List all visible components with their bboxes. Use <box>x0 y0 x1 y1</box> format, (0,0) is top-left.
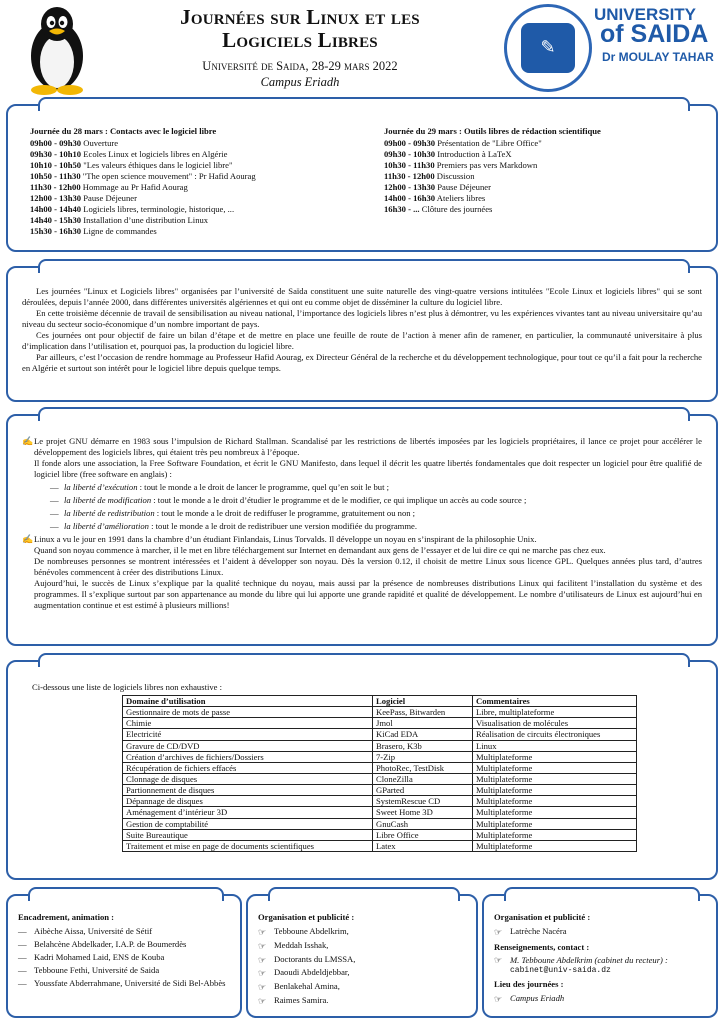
program-time: 09h30 - 10h10 <box>30 149 82 159</box>
organisation-box-left <box>246 894 478 1018</box>
encadrement-item: — Belahcène Abdelkader, I.A.P. de Boumerdès <box>18 938 230 951</box>
table-cell: Gestionnaire de mots de passe <box>123 707 373 718</box>
pointing-hand-icon: ☞ <box>258 940 267 951</box>
program-row <box>30 226 370 237</box>
program-label: Pause Déjeuner <box>83 193 137 203</box>
organisation-person-name: Latrèche Nacéra <box>510 926 567 936</box>
logo-university-text: UNIVERSITY <box>594 5 697 24</box>
program-time: 11h30 - 12h00 <box>384 171 435 181</box>
program-day-2-heading: Journée du 29 mars : Outils libres de rédaction scientifique <box>384 126 601 136</box>
column-header-domain: Domaine d’utilisation <box>123 696 373 707</box>
freedom-name: la liberté d’exécution <box>64 482 138 492</box>
program-label: "The open science mouvement" : Pr Hafid Aourag <box>82 171 256 181</box>
program-label: "Les valeurs éthiques dans le logiciel libre" <box>83 160 233 170</box>
pointing-hand-icon: ☞ <box>258 927 267 937</box>
program-time: 10h30 - 11h30 <box>384 160 435 170</box>
freedoms-list <box>50 481 702 533</box>
university-logo <box>504 2 720 94</box>
history-box <box>6 414 718 646</box>
pointing-hand-icon: ☞ <box>258 982 267 992</box>
organisation-item-name: Daoudi Abdeldjebbar, <box>274 967 350 978</box>
tux-penguin-icon <box>22 4 92 96</box>
table-cell: KiCad EDA <box>373 729 473 740</box>
table-cell: Multiplateforme <box>473 807 637 818</box>
pen-icon: ✍ <box>22 436 34 446</box>
encadrement-box <box>6 894 242 1018</box>
encadrement-item: — Youssfate Abderrahmane, Université de Sidi Bel-Abbès <box>18 977 230 990</box>
freedom-text: : tout le monde a le droit de redistribuer une version modifiée du programme. <box>148 521 417 532</box>
gnu-paragraph: Il fonde alors une association, la Free Software Foundation, et écrit le GNU Manifesto, dans lequel il décrit les quatre libertés fondamentales que doit respecter un logiciel pour être qualifié de logiciel libre (free software en anglais) : <box>34 458 702 479</box>
table-cell: Partionnement de disques <box>123 785 373 796</box>
organisation-item <box>258 953 466 967</box>
organisation-item <box>258 994 466 1008</box>
event-subtitle: Université de Saida, 28-29 mars 2022 <box>202 59 398 74</box>
organisation-item-name: Meddah Isshak, <box>274 939 329 950</box>
linux-paragraph: Quand son noyau commence à marcher, il le met en libre téléchargement sur Internet en demandant aux gens de l’essayer et de lui dire ce qui ne marche pas chez eux. <box>34 545 606 556</box>
program-label: Discussion <box>436 171 475 181</box>
program-row <box>384 171 714 182</box>
table-cell: Suite Bureautique <box>123 829 373 840</box>
table-cell: Création d’archives de fichiers/Dossiers <box>123 751 373 762</box>
table-row <box>123 773 637 784</box>
intro-paragraph: En cette troisième décennie de travail de sensibilisation au niveau national, l’importance des logiciels libres n’est plus à démontrer, vu les expériences vivantes tant au niveau universitaire qu’au niveau du secteur socio-économique d’un nombre important de pays. <box>22 308 702 329</box>
event-title-block <box>100 6 500 90</box>
table-cell: 7-Zip <box>373 751 473 762</box>
table-cell: Electricité <box>123 729 373 740</box>
organisation-item-name: Benlakehal Amina, <box>274 981 340 991</box>
table-cell: GParted <box>373 785 473 796</box>
organisation-title: Organisation et publicité : <box>494 912 591 922</box>
table-row <box>123 762 637 773</box>
program-label: Ecoles Linux et logiciels libres en Algérie <box>83 149 228 159</box>
program-time: 14h00 - 16h30 <box>384 193 436 203</box>
organisation-item <box>258 966 466 980</box>
encadrement-item: — Kadri Mohamed Laid, ENS de Kouba <box>18 951 230 964</box>
box-tab <box>38 653 690 667</box>
freedom-name: la liberté de modification <box>64 495 152 506</box>
organisation-item-name: Tebboune Abdelkrim, <box>274 926 349 936</box>
organisation-item <box>258 939 466 953</box>
encadrement-item: — Tebboune Fethi, Université de Saida <box>18 964 230 977</box>
program-label: Ligne de commandes <box>83 226 157 236</box>
logo-dr-text: Dr MOULAY TAHAR <box>602 50 714 64</box>
table-cell: Libre Office <box>373 829 473 840</box>
venue-title: Lieu des journées : <box>494 979 564 990</box>
program-time: 14h40 - 15h30 <box>30 215 82 225</box>
program-row <box>30 182 370 193</box>
table-cell: Sweet Home 3D <box>373 807 473 818</box>
table-cell: Gestion de comptabilité <box>123 818 373 829</box>
table-cell: Multiplateforme <box>473 818 637 829</box>
table-header-row <box>123 696 637 707</box>
program-time: 10h50 - 11h30 <box>30 171 81 181</box>
table-cell: KeePass, Bitwarden <box>373 707 473 718</box>
table-cell: Clonnage de disques <box>123 773 373 784</box>
organisation-item-name: Doctorants du LMSSA, <box>274 953 356 964</box>
linux-paragraph: De nombreuses personnes se montrent intéressées et l’aident à développer son noyau. Dès la version 0.12, il choisit de mettre Linux sous licence GPL. Quelques années plus tard, d’autres bénévoles commencent à créer des distributions Linux. <box>34 556 702 578</box>
freedom-text: : tout le monde a le droit de rediffuser le programme, gratuitement ou non ; <box>154 508 416 519</box>
table-cell: Jmol <box>373 718 473 729</box>
table-cell: Linux <box>473 740 637 751</box>
page-header <box>0 0 724 100</box>
table-cell: Multiplateforme <box>473 829 637 840</box>
linux-paragraph: Linux a vu le jour en 1991 dans la chambre d’un étudiant Finlandais, Linus Torvalds. Il développe un noyau en s’inspirant de la philosophie Unix. <box>34 534 537 545</box>
program-time: 09h30 - 10h30 <box>384 149 436 159</box>
pointing-hand-icon: ☞ <box>494 927 503 937</box>
table-cell: Récupération de fichiers effacés <box>123 762 373 773</box>
table-cell: Dépannage de disques <box>123 796 373 807</box>
table-cell: Gravure de CD/DVD <box>123 740 373 751</box>
program-row <box>30 138 370 149</box>
table-row <box>123 818 637 829</box>
program-label: Premiers pas vers Markdown <box>436 160 538 170</box>
table-row <box>123 740 637 751</box>
program-label: Introduction à LaTeX <box>437 149 512 159</box>
software-box <box>6 660 718 880</box>
program-row <box>384 182 714 193</box>
table-row <box>123 796 637 807</box>
freedom-text: : tout le monde a le droit d’étudier le programme et de le modifier, ce qui implique un accès au code source ; <box>151 495 527 506</box>
table-cell: PhotoRec, TestDisk <box>373 762 473 773</box>
table-cell: Traitement et mise en page de documents scientifiques <box>123 840 373 851</box>
table-cell: Multiplateforme <box>473 840 637 851</box>
gnu-paragraph: Le projet GNU démarre en 1983 sous l’impulsion de Richard Stallman. Scandalisé par les restrictions de libertés imposées par les logiciels propriétaires, il lance ce projet pour accélérer le développement des logiciels libres, qui étaient très peu nombreux à l’époque. <box>34 436 702 457</box>
pointing-hand-icon: ☞ <box>258 968 267 979</box>
program-label: Ateliers libres <box>436 193 486 203</box>
table-row <box>123 707 637 718</box>
program-label: Installation d’une distribution Linux <box>83 215 209 225</box>
table-row <box>123 840 637 851</box>
table-row <box>123 785 637 796</box>
table-cell: Multiplateforme <box>473 773 637 784</box>
organisation-person <box>494 925 706 939</box>
program-row <box>384 138 714 149</box>
program-time: 09h00 - 09h30 <box>30 138 82 148</box>
column-header-comments: Commentaires <box>473 696 637 707</box>
table-cell: Multiplateforme <box>473 796 637 807</box>
program-row <box>384 193 714 204</box>
program-row <box>30 149 370 160</box>
software-table <box>122 695 637 852</box>
freedom-item <box>50 520 702 533</box>
intro-paragraph: Les journées "Linux et Logiciels libres" organisées par l’université de Saïda constituent une suite naturelle des vingt-quatre versions intitulées "Ecole Linux et logiciels libres" qui se sont déroulées, depuis l’année 2000, dans différentes universités algériennes et qui ont eu comme objet de disséminer la culture du logiciel libre. <box>22 286 702 307</box>
table-row <box>123 807 637 818</box>
encadrement-title: Encadrement, animation : <box>18 912 115 922</box>
box-tab <box>38 407 690 421</box>
organisation-box-right <box>482 894 718 1018</box>
table-cell: SystemRescue CD <box>373 796 473 807</box>
program-box <box>6 104 718 252</box>
intro-paragraph: Ces journées ont pour objectif de faire un bilan d’étape et de mettre en place une feuille de route de l’action à mener afin de ramener, en particulier, la communauté universitaire à plus d’implication dans l’utilisation et, pourquoi pas, la production du logiciel libre. <box>22 330 702 351</box>
program-day-1 <box>30 126 370 237</box>
table-cell: CloneZilla <box>373 773 473 784</box>
linux-history <box>22 534 702 611</box>
program-time: 12h00 - 13h30 <box>30 193 82 203</box>
program-label: Hommage au Pr Hafid Aourag <box>82 182 188 192</box>
event-title-line-2: Logiciels Libres <box>222 28 378 53</box>
event-campus: Campus Eriadh <box>260 75 340 90</box>
pointing-hand-icon: ☞ <box>494 954 503 965</box>
venue-name: Campus Eriadh <box>510 993 565 1004</box>
table-cell: Multiplateforme <box>473 751 637 762</box>
intro-paragraph: Par ailleurs, c’est l’occasion de rendre hommage au Professeur Hafid Aourag, ex Directeur Général de la recherche et du développement technologique, pour tout ce qu’il a fait pour la recherche en Algérie et surtout son intérêt pour le logiciel libre depuis quelque temps. <box>22 352 702 373</box>
venue-item <box>494 992 706 1006</box>
column-header-software: Logiciel <box>373 696 473 707</box>
program-label: Clôture des journées <box>421 204 493 214</box>
table-cell: Aménagement d’intérieur 3D <box>123 807 373 818</box>
gnu-history <box>22 436 702 533</box>
table-cell: Chimie <box>123 718 373 729</box>
freedom-item <box>50 481 702 494</box>
program-time: 11h30 - 12h00 <box>30 182 81 192</box>
box-tab <box>268 887 460 901</box>
pen-icon: ✍ <box>22 534 34 545</box>
program-time: 10h10 - 10h50 <box>30 160 82 170</box>
box-tab <box>28 887 224 901</box>
contact-title: Renseignements, contact : <box>494 941 590 952</box>
contact-email[interactable]: cabinet@univ-saida.dz <box>510 965 611 975</box>
intro-box <box>6 266 718 402</box>
contact-item <box>494 955 706 977</box>
program-row <box>384 160 714 171</box>
program-day-1-heading: Journée du 28 mars : Contacts avec le logiciel libre <box>30 126 217 136</box>
freedom-name: la liberté d’amélioration <box>64 521 149 532</box>
program-day-2 <box>384 126 714 215</box>
organisation-item-name: Raimes Samira. <box>274 994 329 1005</box>
software-intro: Ci-dessous une liste de logiciels libres non exhaustive : <box>32 682 222 692</box>
table-cell: GnuCash <box>373 818 473 829</box>
program-time: 09h00 - 09h30 <box>384 138 436 148</box>
pointing-hand-icon: ☞ <box>258 995 267 1006</box>
box-tab <box>38 97 690 111</box>
program-label: Pause Déjeuner <box>437 182 491 192</box>
pointing-hand-icon: ☞ <box>494 994 503 1005</box>
program-row <box>30 160 370 171</box>
contact-name: M. Tebboune Abdelkrim (cabinet du recteur) : <box>510 954 668 965</box>
freedom-name: la liberté de redistribution <box>64 508 155 519</box>
program-time: 14h00 - 14h40 <box>30 204 82 214</box>
pointing-hand-icon: ☞ <box>258 954 267 965</box>
event-title-line-1: Journées sur Linux et les <box>180 5 420 29</box>
table-cell: Libre, multiplateforme <box>473 707 637 718</box>
university-emblem-icon: ✎ <box>504 4 592 92</box>
organisation-title: Organisation et publicité : <box>258 912 355 922</box>
table-row <box>123 718 637 729</box>
freedom-item <box>50 494 702 507</box>
table-cell: Multiplateforme <box>473 785 637 796</box>
program-time: 12h00 - 13h30 <box>384 182 436 192</box>
program-row <box>30 193 370 204</box>
box-tab <box>38 259 690 273</box>
organisation-item <box>258 925 466 939</box>
table-cell: Visualisation de molécules <box>473 718 637 729</box>
program-label: Logiciels libres, terminologie, historique, ... <box>83 204 235 214</box>
program-row <box>30 215 370 226</box>
table-row <box>123 729 637 740</box>
program-label: Ouverture <box>83 138 119 148</box>
freedom-text: : tout le monde a le droit de lancer le programme, quel qu’en soit le but ; <box>137 482 390 492</box>
program-time: 15h30 - 16h30 <box>30 226 82 236</box>
linux-paragraph: Aujourd’hui, le succès de Linux s’explique par la qualité technique du noyau, mais aussi par la présence de nombreuses distributions Linux qui facilitent l’installation du système et des programmes. Il s’explique surtout par son appartenance au monde du libre qui lui apporte une grande rapidité et qualité de développement. Le nombre d’utilisateurs de Linux est aujourd’hui en augmentation continue et est estimé à plusieurs millions! <box>34 578 702 611</box>
program-label: Présentation de "Libre Office" <box>437 138 542 148</box>
logo-saida-text: of SAIDA <box>600 20 709 48</box>
freedom-item <box>50 507 702 520</box>
table-row <box>123 751 637 762</box>
table-row <box>123 829 637 840</box>
program-row <box>30 171 370 182</box>
program-time: 16h30 - ... <box>384 204 420 214</box>
table-cell: Réalisation de circuits électroniques <box>473 729 637 740</box>
program-row <box>384 204 714 215</box>
table-cell: Multiplateforme <box>473 762 637 773</box>
encadrement-item: — Aibèche Aissa, Université de Sétif <box>18 925 230 938</box>
program-row <box>384 149 714 160</box>
program-row <box>30 204 370 215</box>
table-cell: Latex <box>373 840 473 851</box>
box-tab <box>504 887 700 901</box>
table-cell: Brasero, K3b <box>373 740 473 751</box>
organisation-item <box>258 980 466 994</box>
